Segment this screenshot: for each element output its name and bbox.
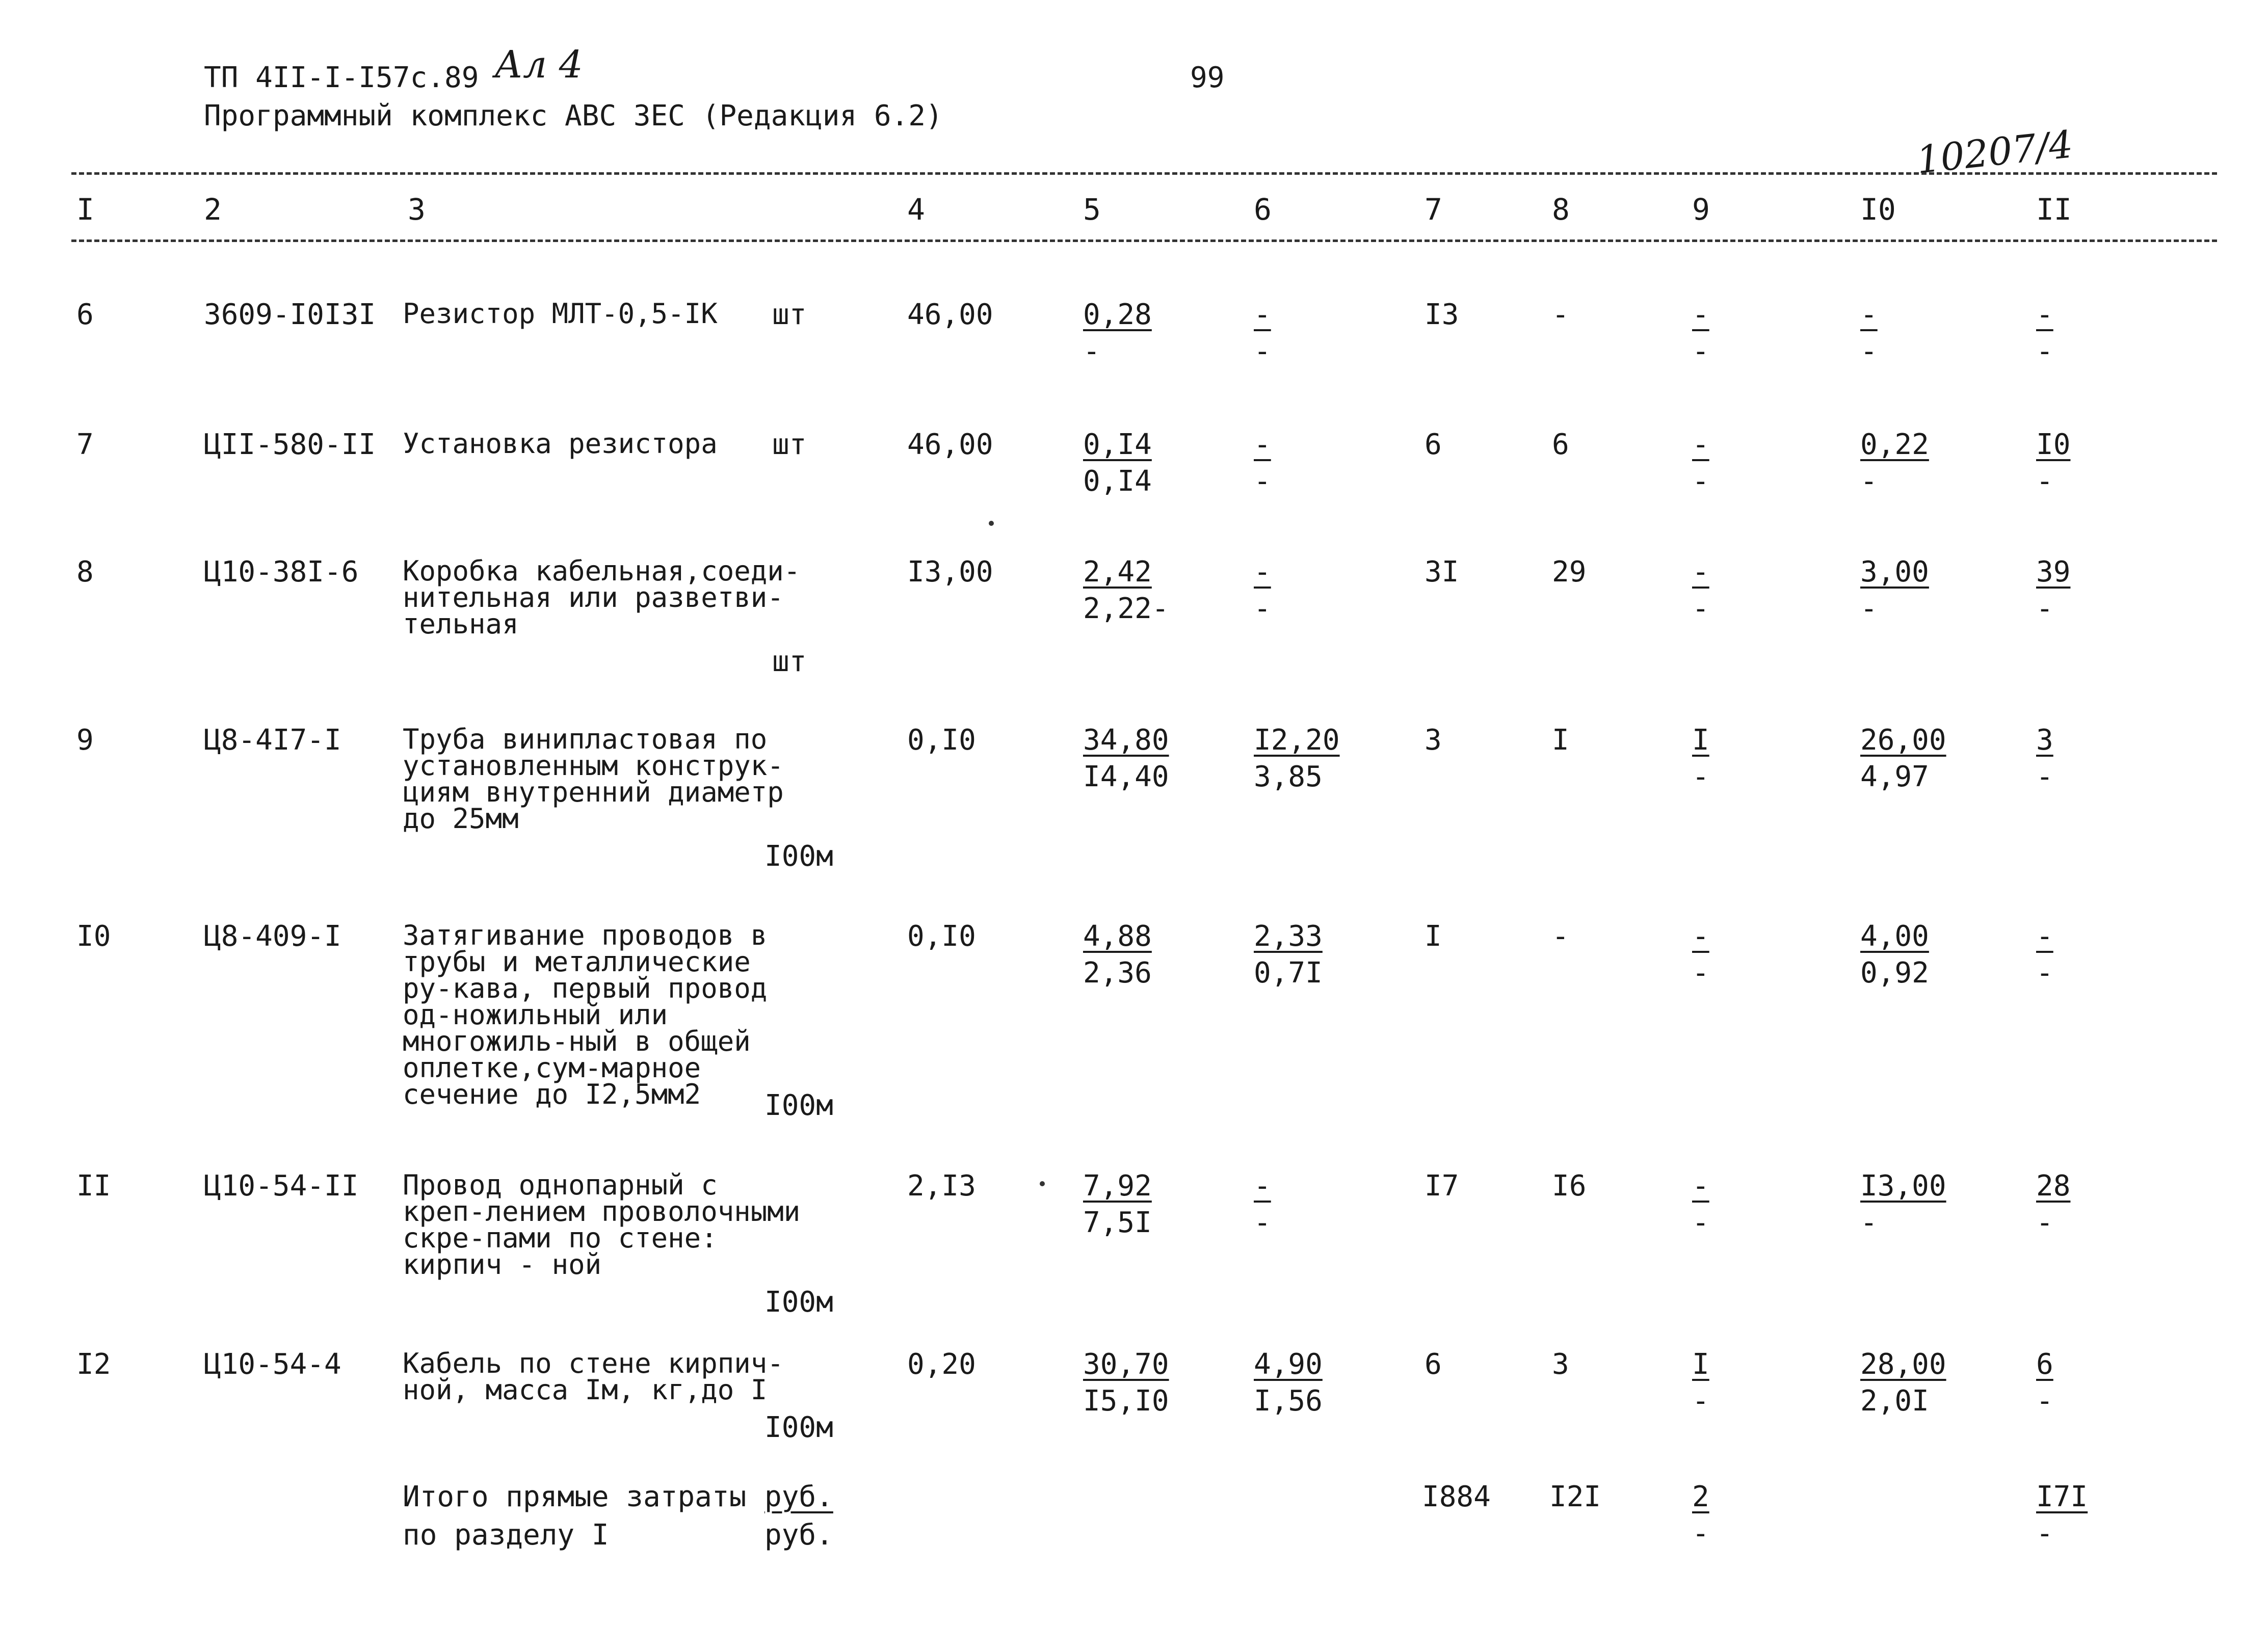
column-header-3: 3 bbox=[408, 192, 426, 227]
column-header-4: 4 bbox=[907, 192, 925, 227]
row-col6-bottom: - bbox=[1254, 335, 1271, 368]
row-code: Ц8-4I7-I bbox=[204, 724, 341, 757]
row-col5-bottom: I5,I0 bbox=[1083, 1384, 1169, 1418]
totals-label-line1: Итого прямые затраты bbox=[403, 1480, 747, 1513]
row-col10-top: I3,00 bbox=[1860, 1169, 1946, 1203]
row-unit: I00м bbox=[764, 1089, 833, 1122]
row-col5-top: 4,88 bbox=[1083, 920, 1152, 953]
row-description: Резистор МЛТ-0,5-IK bbox=[403, 298, 718, 330]
row-col5-top: 0,I4 bbox=[1083, 428, 1152, 461]
row-unit: I00м bbox=[764, 1411, 833, 1444]
row-col6 bbox=[1254, 922, 1376, 996]
row-unit: шт bbox=[772, 298, 807, 331]
totals-col11 bbox=[2036, 1480, 2158, 1556]
row-col10-bottom: - bbox=[1860, 592, 1878, 625]
totals-col9-bottom: - bbox=[1692, 1517, 1709, 1550]
row-quantity: 2,I3 bbox=[907, 1169, 976, 1203]
row-col8: I6 bbox=[1552, 1169, 1587, 1203]
column-header-11: II bbox=[2036, 192, 2072, 227]
totals-unit-line1: руб. bbox=[764, 1480, 833, 1513]
row-col11-bottom: - bbox=[2036, 335, 2053, 368]
row-col9-top: - bbox=[1692, 920, 1709, 953]
row-col9 bbox=[1692, 428, 1814, 504]
row-col11-bottom: - bbox=[2036, 956, 2053, 990]
column-header-9: 9 bbox=[1692, 192, 1710, 227]
row-col11-bottom: - bbox=[2036, 592, 2053, 625]
row-col10-top: 28,00 bbox=[1860, 1348, 1946, 1381]
row-col10 bbox=[1860, 555, 1983, 631]
row-col11-top: 3 bbox=[2036, 724, 2053, 757]
print-speck bbox=[1040, 1181, 1045, 1186]
row-col10-bottom: 4,97 bbox=[1860, 760, 1929, 793]
row-col6 bbox=[1254, 298, 1376, 374]
row-quantity: 0,I0 bbox=[907, 724, 976, 757]
row-col9 bbox=[1692, 555, 1814, 631]
row-col5 bbox=[1083, 922, 1205, 996]
row-unit: I00м bbox=[764, 1286, 833, 1319]
totals-col7: I884 bbox=[1422, 1480, 1491, 1513]
column-header-5: 5 bbox=[1083, 192, 1101, 227]
column-header-1: I bbox=[76, 192, 94, 227]
row-col11 bbox=[2036, 1350, 2158, 1424]
row-col11 bbox=[2036, 1169, 2158, 1245]
row-col7: 6 bbox=[1425, 1348, 1442, 1381]
row-col11-bottom: - bbox=[2036, 760, 2053, 793]
row-col10 bbox=[1860, 298, 1983, 374]
row-description: Установка резистора bbox=[403, 428, 718, 460]
row-col7: 3 bbox=[1425, 724, 1442, 757]
row-col10-top: - bbox=[1860, 298, 1878, 331]
row-col5 bbox=[1083, 298, 1205, 374]
row-col9 bbox=[1692, 1350, 1814, 1424]
row-col6-top: 2,33 bbox=[1254, 920, 1323, 953]
row-col9-bottom: - bbox=[1692, 956, 1709, 990]
row-description: Коробка кабельная,соеди-нительная или разветви-тельная bbox=[403, 555, 801, 640]
row-col6-bottom: I,56 bbox=[1254, 1384, 1323, 1418]
row-number: 8 bbox=[76, 555, 94, 589]
row-col10 bbox=[1860, 1350, 1983, 1424]
column-header-6: 6 bbox=[1254, 192, 1272, 227]
row-col8: 6 bbox=[1552, 428, 1569, 461]
row-col5-bottom: 2,22- bbox=[1083, 592, 1169, 625]
row-number: 7 bbox=[76, 428, 94, 461]
row-col6-bottom: 3,85 bbox=[1254, 760, 1323, 793]
header-bottom-rule bbox=[71, 239, 2217, 242]
row-quantity: 46,00 bbox=[907, 298, 993, 331]
row-col6-bottom: - bbox=[1254, 592, 1271, 625]
row-col10 bbox=[1860, 1169, 1983, 1245]
row-code: Ц10-54-II bbox=[204, 1169, 359, 1203]
row-col11-top: 28 bbox=[2036, 1169, 2071, 1203]
row-col11-top: 39 bbox=[2036, 555, 2071, 589]
row-col8: - bbox=[1552, 920, 1569, 953]
document-subtitle: Программный комплекс АВС 3ЕС (Редакция 6.2) bbox=[204, 99, 943, 132]
row-col10-top: 0,22 bbox=[1860, 428, 1929, 461]
totals-col9-top: 2 bbox=[1692, 1480, 1709, 1513]
row-col6 bbox=[1254, 726, 1376, 800]
row-description: Провод однопарный с креп-лением проволочными скре-пами по стене: кирпич - ной bbox=[403, 1169, 801, 1281]
row-col10-top: 26,00 bbox=[1860, 724, 1946, 757]
row-code: ЦII-580-II bbox=[204, 428, 376, 461]
page-number: 99 bbox=[1190, 61, 1225, 94]
row-col7: I3 bbox=[1425, 298, 1459, 331]
row-col9-top: - bbox=[1692, 555, 1709, 589]
row-number: I2 bbox=[76, 1348, 111, 1381]
row-col5-bottom: 2,36 bbox=[1083, 956, 1152, 990]
row-col9 bbox=[1692, 298, 1814, 374]
row-col9-top: - bbox=[1692, 428, 1709, 461]
row-col9-top: I bbox=[1692, 1348, 1709, 1381]
row-col7: I bbox=[1425, 920, 1442, 953]
row-col11-bottom: - bbox=[2036, 465, 2053, 498]
row-col9-bottom: - bbox=[1692, 760, 1709, 793]
row-col6-top: - bbox=[1254, 428, 1271, 461]
row-code: Ц8-409-I bbox=[204, 920, 341, 953]
row-col6-top: - bbox=[1254, 1169, 1271, 1203]
row-col10 bbox=[1860, 922, 1983, 996]
row-col9-bottom: - bbox=[1692, 335, 1709, 368]
row-unit: I00м bbox=[764, 840, 833, 873]
row-col5-bottom: - bbox=[1083, 335, 1100, 368]
row-col11 bbox=[2036, 428, 2158, 504]
row-col9-bottom: - bbox=[1692, 465, 1709, 498]
row-col9-bottom: - bbox=[1692, 592, 1709, 625]
row-col5 bbox=[1083, 1169, 1205, 1245]
totals-col11-bottom: - bbox=[2036, 1517, 2053, 1550]
row-col10-bottom: - bbox=[1860, 465, 1878, 498]
totals-label-line2: по разделу I bbox=[403, 1518, 609, 1552]
row-col11-top: I0 bbox=[2036, 428, 2071, 461]
row-quantity: 0,I0 bbox=[907, 920, 976, 953]
row-unit: шт bbox=[772, 645, 807, 678]
row-col10 bbox=[1860, 726, 1983, 800]
row-col5-top: 0,28 bbox=[1083, 298, 1152, 331]
row-col5-top: 7,92 bbox=[1083, 1169, 1152, 1203]
row-col9 bbox=[1692, 726, 1814, 800]
handwritten-code: 10207/4 bbox=[1914, 122, 2075, 182]
row-col7: 6 bbox=[1425, 428, 1442, 461]
row-col10-bottom: 0,92 bbox=[1860, 956, 1929, 990]
row-col8: 3 bbox=[1552, 1348, 1569, 1381]
row-code: Ц10-38I-6 bbox=[204, 555, 359, 589]
row-col6 bbox=[1254, 1169, 1376, 1245]
row-col10-bottom: 2,0I bbox=[1860, 1384, 1929, 1418]
row-code: 3609-I0I3I bbox=[204, 298, 376, 331]
row-col9 bbox=[1692, 922, 1814, 996]
row-col11-bottom: - bbox=[2036, 1206, 2053, 1239]
row-col9-top: - bbox=[1692, 298, 1709, 331]
row-col6 bbox=[1254, 428, 1376, 504]
row-col11 bbox=[2036, 298, 2158, 374]
row-quantity: 0,20 bbox=[907, 1348, 976, 1381]
row-col6-bottom: - bbox=[1254, 1206, 1271, 1239]
row-col11-top: 6 bbox=[2036, 1348, 2053, 1381]
totals-col9 bbox=[1692, 1480, 1814, 1556]
row-col11 bbox=[2036, 922, 2158, 996]
row-col5-bottom: I4,40 bbox=[1083, 760, 1169, 793]
row-col10-top: 4,00 bbox=[1860, 920, 1929, 953]
row-description: Труба винипластовая по установленным конструк-циям внутренний диаметр до 25мм bbox=[403, 723, 784, 835]
row-col8: I bbox=[1552, 724, 1569, 757]
row-col5 bbox=[1083, 726, 1205, 800]
row-col6-top: 4,90 bbox=[1254, 1348, 1323, 1381]
row-col9 bbox=[1692, 1169, 1814, 1245]
row-description: Кабель по стене кирпич-ной, масса Iм, кг,до I bbox=[403, 1347, 784, 1406]
totals-col11-top: I7I bbox=[2036, 1480, 2088, 1513]
row-col9-top: - bbox=[1692, 1169, 1709, 1203]
row-col11-top: - bbox=[2036, 298, 2053, 331]
row-col7: 3I bbox=[1425, 555, 1459, 589]
row-col11-top: - bbox=[2036, 920, 2053, 953]
row-col6 bbox=[1254, 1350, 1376, 1424]
handwritten-mark: Ал 4 bbox=[494, 43, 583, 87]
totals-unit-line2: руб. bbox=[764, 1518, 833, 1552]
row-quantity: I3,00 bbox=[907, 555, 993, 589]
row-col6-top: - bbox=[1254, 555, 1271, 589]
row-code: Ц10-54-4 bbox=[204, 1348, 341, 1381]
row-unit: шт bbox=[772, 428, 807, 461]
row-number: 6 bbox=[76, 298, 94, 331]
row-col5 bbox=[1083, 1350, 1205, 1424]
row-col10-bottom: - bbox=[1860, 1206, 1878, 1239]
document-code: ТП 4II-I-I57с.89 bbox=[204, 61, 479, 94]
row-col8: 29 bbox=[1552, 555, 1587, 589]
row-col5 bbox=[1083, 428, 1205, 504]
row-col6 bbox=[1254, 555, 1376, 631]
row-col6-bottom: 0,7I bbox=[1254, 956, 1323, 990]
row-col6-top: I2,20 bbox=[1254, 724, 1340, 757]
column-header-8: 8 bbox=[1552, 192, 1570, 227]
row-col7: I7 bbox=[1425, 1169, 1459, 1203]
row-col5-top: 34,80 bbox=[1083, 724, 1169, 757]
row-col5-bottom: 7,5I bbox=[1083, 1206, 1152, 1239]
column-header-10: I0 bbox=[1860, 192, 1896, 227]
row-number: 9 bbox=[76, 724, 94, 757]
row-col11-bottom: - bbox=[2036, 1384, 2053, 1418]
row-col10-top: 3,00 bbox=[1860, 555, 1929, 589]
row-number: I0 bbox=[76, 920, 111, 953]
header-top-rule bbox=[71, 172, 2217, 175]
row-col9-bottom: - bbox=[1692, 1384, 1709, 1418]
row-col6-bottom: - bbox=[1254, 465, 1271, 498]
row-col10-bottom: - bbox=[1860, 335, 1878, 368]
row-col5-top: 30,70 bbox=[1083, 1348, 1169, 1381]
row-col9-bottom: - bbox=[1692, 1206, 1709, 1239]
row-col5-bottom: 0,I4 bbox=[1083, 465, 1152, 498]
row-col11 bbox=[2036, 726, 2158, 800]
row-quantity: 46,00 bbox=[907, 428, 993, 461]
column-header-2: 2 bbox=[204, 192, 222, 227]
totals-col8: I2I bbox=[1549, 1480, 1601, 1513]
row-col11 bbox=[2036, 555, 2158, 631]
row-col5-top: 2,42 bbox=[1083, 555, 1152, 589]
row-col8: - bbox=[1552, 298, 1569, 331]
row-col10 bbox=[1860, 428, 1983, 504]
row-number: II bbox=[76, 1169, 111, 1203]
row-col5 bbox=[1083, 555, 1205, 631]
row-description: Затягивание проводов в трубы и металлические ру-кава, первый провод од-ножильный или многожиль-ный в общей оплетке,сум-марное сечение до I2,5мм2 bbox=[403, 919, 768, 1110]
row-col9-top: I bbox=[1692, 724, 1709, 757]
column-header-7: 7 bbox=[1425, 192, 1442, 227]
row-col6-top: - bbox=[1254, 298, 1271, 331]
print-speck bbox=[989, 521, 994, 526]
